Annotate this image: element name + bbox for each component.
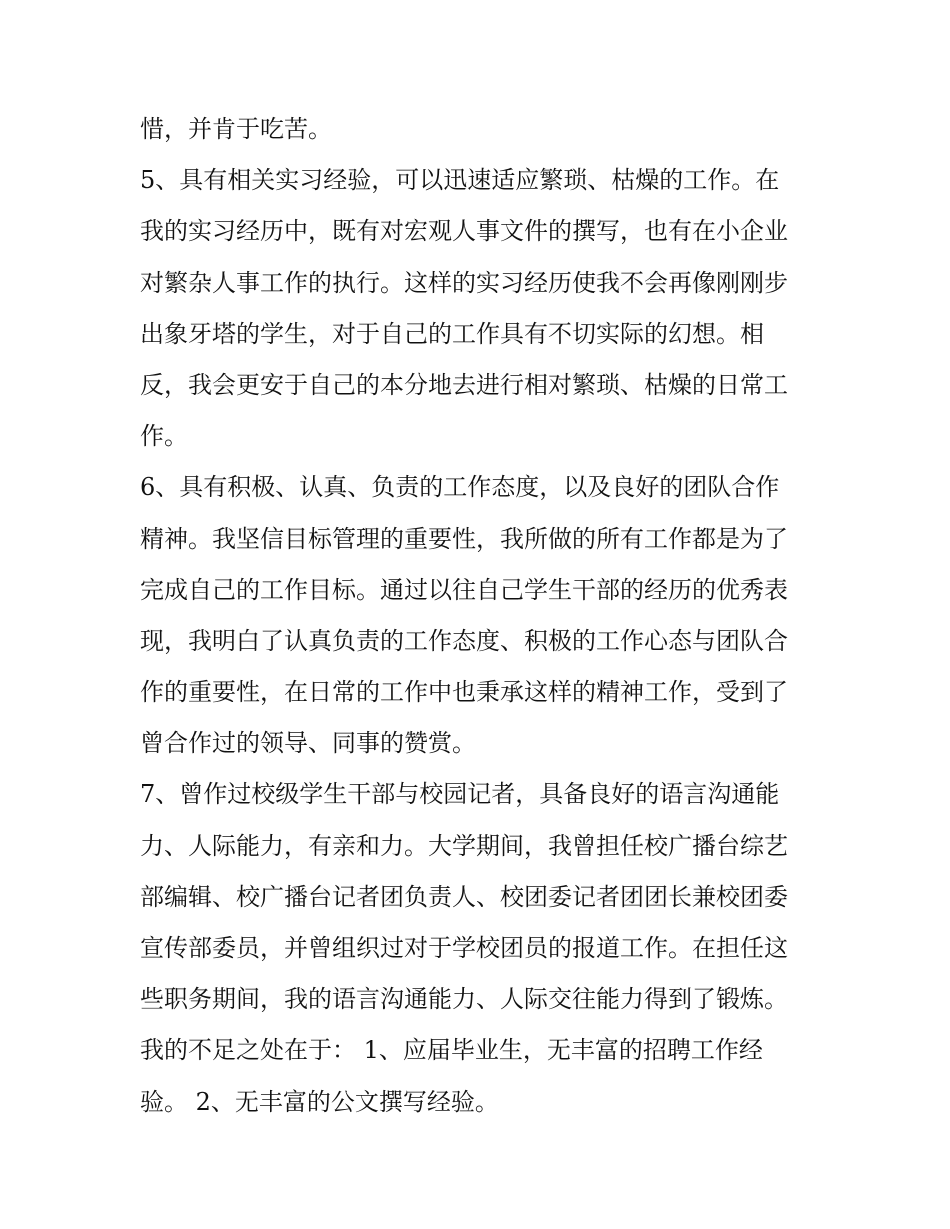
text-line: 曾合作过的领导、同事的赞赏。 — [140, 729, 476, 758]
text-line: 6、具有积极、认真、负责的工作态度，以及良好的团队合作 — [140, 473, 780, 502]
text-line: 我的不足之处在于： 1、应届毕业生，无丰富的招聘工作经 — [140, 1036, 763, 1065]
text-line: 5、具有相关实习经验，可以迅速适应繁琐、枯燥的工作。在 — [140, 166, 780, 195]
text-line: 作的重要性，在日常的工作中也秉承这样的精神工作，受到了 — [140, 678, 788, 707]
text-line: 完成自己的工作目标。通过以往自己学生干部的经历的优秀表 — [140, 575, 788, 604]
text-line: 我的实习经历中，既有对宏观人事文件的撰写，也有在小企业 — [140, 217, 788, 246]
text-line: 些职务期间，我的语言沟通能力、人际交往能力得到了锻炼。 — [140, 985, 788, 1014]
text-line: 7、曾作过校级学生干部与校园记者，具备良好的语言沟通能 — [140, 780, 780, 809]
text-line: 精神。我坚信目标管理的重要性，我所做的所有工作都是为了 — [140, 524, 788, 553]
text-line: 作。 — [140, 422, 188, 451]
document-body — [140, 104, 830, 1128]
text-line: 惜，并肯于吃苦。 — [140, 115, 332, 143]
text-line: 现，我明白了认真负责的工作态度、积极的工作心态与团队合 — [140, 626, 788, 655]
text-line: 部编辑、校广播台记者团负责人、校团委记者团团长兼校团委 — [140, 882, 788, 911]
text-line: 力、人际能力，有亲和力。大学期间，我曾担任校广播台综艺 — [140, 831, 788, 860]
text-line: 验。 2、无丰富的公文撰写经验。 — [140, 1087, 499, 1116]
text-line: 出象牙塔的学生，对于自己的工作具有不切实际的幻想。相 — [140, 319, 764, 348]
text-line: 反，我会更安于自己的本分地去进行相对繁琐、枯燥的日常工 — [140, 370, 788, 399]
text-line: 对繁杂人事工作的执行。这样的实习经历使我不会再像刚刚步 — [140, 268, 788, 297]
text-line: 宣传部委员，并曾组织过对于学校团员的报道工作。在担任这 — [140, 934, 788, 962]
